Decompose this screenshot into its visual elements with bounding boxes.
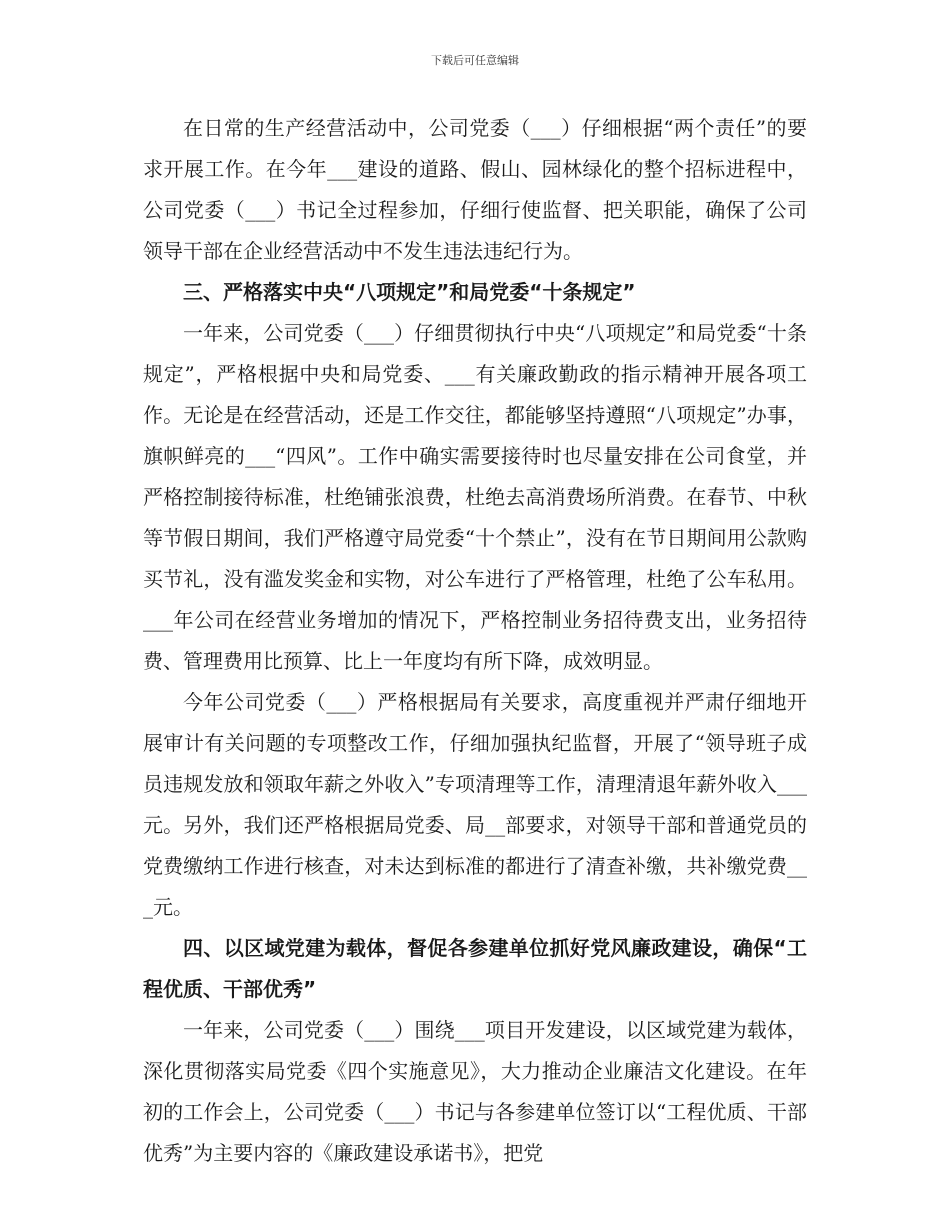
page-header: 下载后可任意编辑 <box>431 54 519 67</box>
paragraph-audit-rectification: 今年公司党委（___）严格根据局有关要求，高度重视并严肃仔细地开展审计有关问题的专项整改工作，仔细加强执纪监督，开展了“领导班子成员违规发放和领取年薪之外收入”专项清理等工作，清理清退年薪外收入___元。另外，我们还严格根据局党委、局__部要求，对领导干部和普通党员的党费缴纳工作进行核查，对未达到标准的都进行了清查补缴，共补缴党费___元。 <box>143 690 807 919</box>
paragraph-regional-party-building: 一年来，公司党委（___）围绕___项目开发建设，以区域党建为载体，深化贯彻落实局党委《四个实施意见》，大力推动企业廉洁文化建设。在年初的工作会上，公司党委（___）书记与各参建单位签订以“工程优质、干部优秀”为主要内容的《廉政建设承诺书》，把党 <box>143 1018 807 1165</box>
section-heading-three: 三、严格落实中央“八项规定”和局党委“十条规定” <box>183 280 636 304</box>
document-body <box>143 108 807 1174</box>
section-heading-four: 四、以区域党建为载体，督促各参建单位抓好党风廉政建设，确保“工程优质、干部优秀” <box>143 936 807 1001</box>
paragraph-daily-operations: 在日常的生产经营活动中，公司党委（___）仔细根据“两个责任”的要求开展工作。在今年___建设的道路、假山、园林绿化的整个招标进程中，公司党委（___）书记全过程参加，仔细行使监督、把关职能，确保了公司领导干部在企业经营活动中不发生违法违纪行为。 <box>143 116 807 263</box>
paragraph-eight-rules: 一年来，公司党委（___）仔细贯彻执行中央“八项规定”和局党委“十条规定”，严格根据中央和局党委、___有关廉政勤政的指示精神开展各项工作。无论是在经营活动，还是工作交往，都能够坚持遵照“八项规定”办事，旗帜鲜亮的___“四风”。工作中确实需要接待时也尽量安排在公司食堂，并严格控制接待标准，杜绝铺张浪费，杜绝去高消费场所消费。在春节、中秋等节假日期间，我们严格遵守局党委“十个禁止”，没有在节日期间用公款购买节礼，没有滥发奖金和实物，对公车进行了严格管理，杜绝了公车私用。___年公司在经营业务增加的情况下，严格控制业务招待费支出，业务招待费、管理费用比预算、比上一年度均有所下降，成效明显。 <box>143 321 807 673</box>
